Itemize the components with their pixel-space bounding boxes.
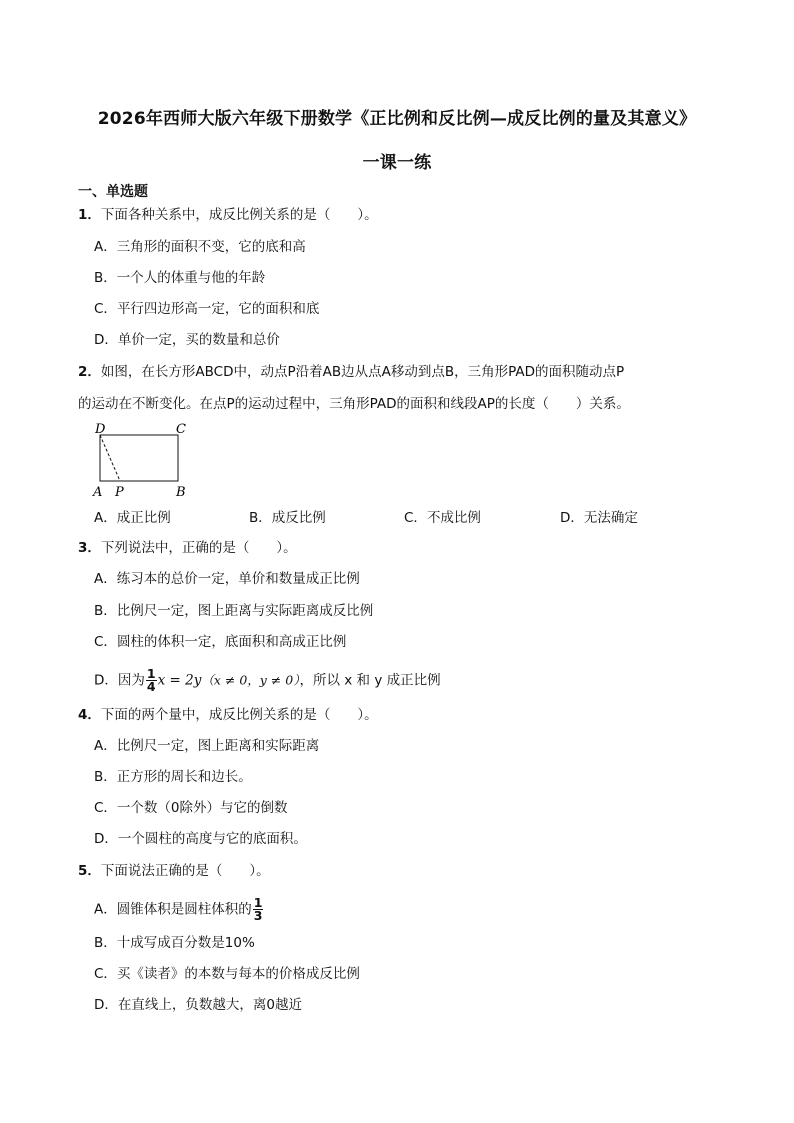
label-p: P <box>115 485 124 500</box>
option-letter: D． <box>94 997 118 1013</box>
question-text: 下面说法正确的是（ ）。 <box>100 863 270 879</box>
segment-dp <box>100 435 120 481</box>
question-3-option-d[interactable] <box>94 668 441 693</box>
fraction-denominator: 4 <box>146 679 156 694</box>
question-number: 3． <box>78 540 101 556</box>
question-number: 1． <box>78 207 101 223</box>
document-title: 2026年西师大版六年级下册数学《正比例和反比例—成反比例的量及其意义》 <box>97 109 697 129</box>
fraction-one-quarter <box>146 668 157 693</box>
question-text: 的运动在不断变化。在点P的运动过程中，三角形PAD的面积和线段AP的长度（ ）关系。 <box>78 396 630 412</box>
question-number: 5． <box>78 863 101 879</box>
option-letter: A． <box>94 239 117 255</box>
option-text: 练习本的总价一定，单价和数量成正比例 <box>116 571 360 587</box>
fraction-numerator: 1 <box>253 895 263 910</box>
option-text: 单价一定，买的数量和总价 <box>117 332 280 348</box>
option-letter: C． <box>94 301 117 317</box>
question-number: 4． <box>78 707 101 723</box>
option-text: 成反比例 <box>271 510 326 526</box>
question-4-option-c[interactable] <box>94 798 288 818</box>
option-letter: D． <box>94 831 118 847</box>
option-text: 比例尺一定，图上距离与实际距离成反比例 <box>116 603 374 619</box>
question-4-option-b[interactable] <box>94 767 252 787</box>
equation-condition: （x ≠ 0，y ≠ 0） <box>201 672 300 688</box>
option-letter: C． <box>404 510 427 526</box>
question-2-stem-continued <box>78 394 630 414</box>
option-text: 圆柱的体积一定，底面积和高成正比例 <box>116 634 347 650</box>
question-text: 下列说法中，正确的是（ ）。 <box>100 540 297 556</box>
fraction-numerator: 1 <box>146 666 156 681</box>
question-5-stem <box>78 861 270 881</box>
question-2-option-b[interactable] <box>249 508 326 528</box>
question-5-option-b[interactable] <box>94 933 255 953</box>
fraction-denominator: 3 <box>253 908 263 923</box>
question-2-option-a[interactable] <box>94 508 171 528</box>
label-b: B <box>176 485 186 500</box>
option-text: 买《读者》的本数与每本的价格成反比例 <box>116 966 360 982</box>
option-text: 一个圆柱的高度与它的底面积。 <box>117 831 307 847</box>
option-letter: D． <box>94 332 118 348</box>
fraction-one-third <box>253 897 264 922</box>
question-1-option-b[interactable] <box>94 268 265 288</box>
option-text: 无法确定 <box>583 510 638 526</box>
option-letter: A． <box>94 738 117 754</box>
option-text: 因为 <box>117 672 145 689</box>
option-text: 三角形的面积不变，它的底和高 <box>116 239 306 255</box>
option-text: 不成比例 <box>426 510 481 526</box>
option-letter: B． <box>94 935 117 951</box>
section-heading: 一、单选题 <box>78 184 148 200</box>
rectangle-abcd <box>100 435 178 481</box>
option-text: 一个人的体重与他的年龄 <box>116 270 266 286</box>
option-text: 平行四边形高一定，它的面积和底 <box>116 301 320 317</box>
question-1-stem <box>78 205 378 225</box>
question-number: 2． <box>78 364 101 380</box>
option-letter: A． <box>94 510 117 526</box>
question-1-option-a[interactable] <box>94 237 306 257</box>
option-text: 在直线上，负数越大，离0越近 <box>117 997 302 1013</box>
option-letter: A． <box>94 571 117 587</box>
option-text: ，所以 x 和 y 成正比例 <box>299 672 441 689</box>
question-5-option-d[interactable] <box>94 995 302 1015</box>
question-5-option-c[interactable] <box>94 964 360 984</box>
document-subtitle: 一课一练 <box>362 153 432 173</box>
equation: x = 2y <box>157 672 202 689</box>
question-4-stem <box>78 705 378 725</box>
question-3-option-b[interactable] <box>94 601 373 621</box>
option-letter: C． <box>94 966 117 982</box>
option-letter: C． <box>94 800 117 816</box>
option-letter: D． <box>94 672 118 689</box>
option-text: 圆锥体积是圆柱体积的 <box>116 901 252 918</box>
question-2-stem <box>78 362 624 382</box>
question-3-option-a[interactable] <box>94 569 360 589</box>
option-text: 一个数（0除外）与它的倒数 <box>116 800 288 816</box>
option-letter: B． <box>94 270 117 286</box>
question-1-option-c[interactable] <box>94 299 319 319</box>
question-2-option-d[interactable] <box>560 508 638 528</box>
option-letter: A． <box>94 901 117 918</box>
question-text: 下面的两个量中，成反比例关系的是（ ）。 <box>100 707 378 723</box>
option-letter: B． <box>249 510 272 526</box>
question-3-option-c[interactable] <box>94 632 346 652</box>
question-5-option-a[interactable] <box>94 897 264 922</box>
option-text: 正方形的周长和边长。 <box>116 769 252 785</box>
option-letter: B． <box>94 769 117 785</box>
rectangle-abcd-figure <box>92 420 202 502</box>
option-letter: C． <box>94 634 117 650</box>
question-4-option-d[interactable] <box>94 829 307 849</box>
question-4-option-a[interactable] <box>94 736 319 756</box>
label-d: D <box>95 422 106 437</box>
question-text: 下面各种关系中，成反比例关系的是（ ）。 <box>100 207 378 223</box>
option-text: 比例尺一定，图上距离和实际距离 <box>116 738 320 754</box>
label-a: A <box>93 485 103 500</box>
question-text: 如图，在长方形ABCD中，动点P沿着AB边从点A移动到点B，三角形PAD的面积随动点P <box>100 364 625 380</box>
option-text: 十成写成百分数是10% <box>116 935 255 951</box>
question-3-stem <box>78 538 297 558</box>
label-c: C <box>176 422 186 437</box>
option-letter: D． <box>560 510 584 526</box>
question-2-option-c[interactable] <box>404 508 481 528</box>
question-1-option-d[interactable] <box>94 330 280 350</box>
option-letter: B． <box>94 603 117 619</box>
option-text: 成正比例 <box>116 510 171 526</box>
